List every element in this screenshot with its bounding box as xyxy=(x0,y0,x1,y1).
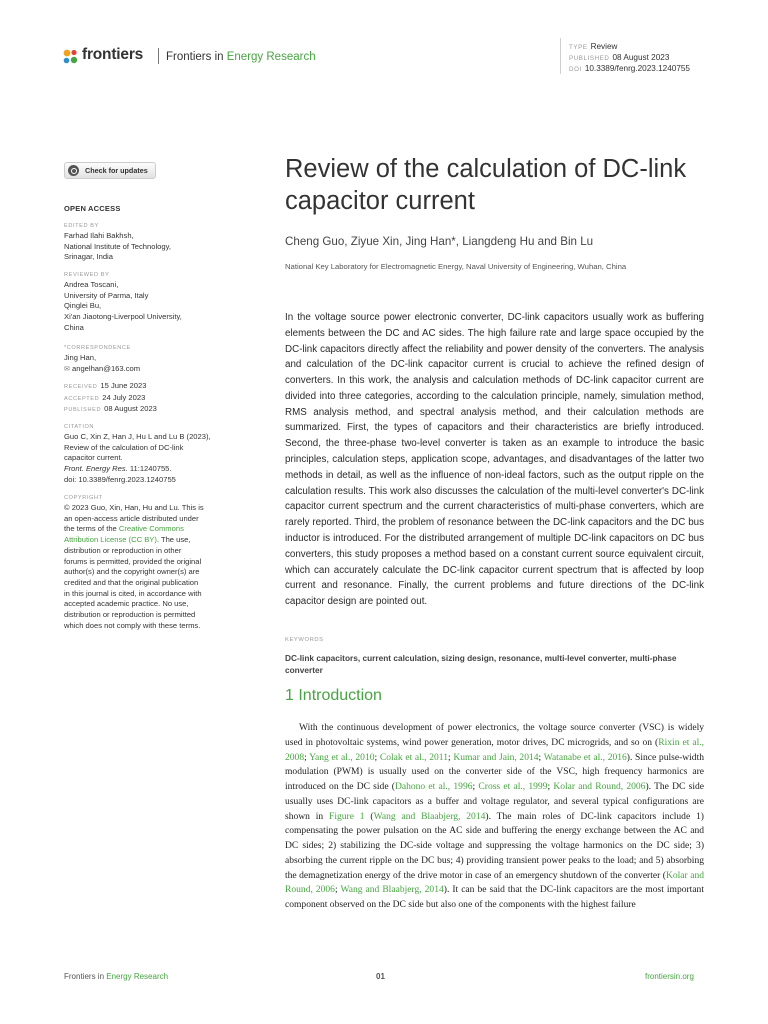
frontiers-brand[interactable]: frontiers xyxy=(82,46,144,63)
meta-divider xyxy=(560,38,561,74)
abstract: In the voltage source power electronic converter, DC-link capacitors usually work as buffering elements between the DC and AC sides. The high failure rate and large space occupied by the DC-link capacitors directly affect the reliability and power density of the converters. The analysis and calculation of the DC-link capacitor current is crucial to achieve the refined design of converters. In this work, the analysis and calculation methods of DC-link capacitor current are divided into three categories, according to the calculation principle, namely, simulation method, RMS analysis method, and spectral analysis method, and their calculation methods are summarized. First, the types of capacitors and their characteristics are briefly introduced. Second, the three-phase two-level converter is taken as an example to introduce the basic principles, calculation steps, application scope, advantages, and disadvantages of the latter two methods in detail, as well as the influence of non-ideal factors, such as the output ripple on the calculation results. This work also discusses the calculation of the multi-level converter's DC-link capacitor current spectrum and the current characteristics of multi-phase converters, which are rarely reported. Third, the problem of resonance between the DC-link capacitors and the DC bus inductor is introduced. For the distributed arrangement of multiple DC-link capacitors on DC bus converters, this study proposes a method based on a constant current source equivalent circuit, which can accurately calculate the DC-link capacitor current spectrum that is affected by loop current and resonance. Finally, the current problems and future directions of the DC-link capacitor design are pointed out. xyxy=(285,312,704,608)
citation-link[interactable]: Colak et al., 2011 xyxy=(379,751,448,763)
citation-link[interactable]: Wang and Blaabjerg, 2014 xyxy=(340,884,444,896)
open-access-label: OPEN ACCESS xyxy=(64,204,121,213)
journal-name[interactable]: Frontiers in Energy Research xyxy=(166,51,316,63)
edited-by-block: EDITED BY Farhad Ilahi Bakhsh, National Institute of Technology, Srinagar, India xyxy=(64,223,171,262)
frontiers-logo-icon xyxy=(62,48,80,66)
citation-link[interactable]: Dahono et al., 1996 xyxy=(394,781,473,793)
keywords: DC-link capacitors, current calculation, sizing design, resonance, multi-level converter, multi-phase converter xyxy=(285,653,677,675)
published-date: PUBLISHED 08 August 2023 xyxy=(569,53,670,62)
keywords-label: KEYWORDS xyxy=(285,637,324,643)
footer-journal: Frontiers in Energy Research xyxy=(64,972,169,981)
citation-link[interactable]: Watanabe et al., 2016 xyxy=(543,751,627,763)
affiliation: National Key Laboratory for Electromagnetic Energy, Naval University of Engineering, Wuhan, China xyxy=(285,262,627,271)
citation-link[interactable]: Yang et al., 2010 xyxy=(309,751,375,763)
article-doi[interactable]: DOI 10.3389/fenrg.2023.1240755 xyxy=(569,64,690,73)
section-heading-introduction: 1 Introduction xyxy=(285,687,382,704)
citation-doi[interactable]: doi: 10.3389/fenrg.2023.1240755 xyxy=(64,474,176,484)
figure-link[interactable]: Figure 1 xyxy=(329,810,365,822)
correspondence-block: *CORRESPONDENCE Jing Han, ✉ angelhan@163.com xyxy=(64,344,242,375)
cc-by-license-link[interactable]: Creative Commons Attribution License (CC BY) xyxy=(64,524,184,545)
dates-block: RECEIVED 15 June 2023 ACCEPTED 24 July 2023 PUBLISHED 08 August 2023 xyxy=(64,381,157,414)
introduction-paragraph: With the continuous development of power electronics, the voltage source converter (VSC) is widely used in photovoltaic systems, wind power generation, motor drives, DC microgrids, and so on (Rixin et al., 2008; Yang et al., 2010; Colak et al., 2011; Kumar and Jain, 2014; Watanabe et al., 2016). Since pulse-width modulation (PWM) is usually used on the converter side of the VSC, high frequency harmonics are introduced on the DC side (Dahono et al., 1996; Cross et al., 1999; Kolar and Round, 2006). The DC side usually uses DC-link capacitors as a buffer and voltage regulator, and several typical configurations are shown in Figure 1 (Wang and Blaabjerg, 2014). The main roles of DC-link capacitors include 1) compensating the power pulsation on the AC side and buffering the energy exchange between the AC and DC sides; 2) stabilizing the DC-side voltage and suppressing the voltage harmonics on the DC side; 3) absorbing the current ripple on the DC bus; 4) providing transient power peaks to the load; and 5) absorbing the demagnetization energy of the drive motor in case of an emergency shutdown of the converter (Kolar and Round, 2006; Wang and Blaabjerg, 2014). It can be said that the DC-link capacitors are the most important component observed on the DC side but also one of the components with the highest failure xyxy=(285,722,705,911)
article-title: Review of the calculation of DC-link capacitor current xyxy=(285,155,687,215)
author-list[interactable]: Cheng Guo, Ziyue Xin, Jing Han*, Liangdeng Hu and Bin Lu xyxy=(285,235,594,248)
footer-site-link[interactable]: frontiersin.org xyxy=(645,972,694,981)
header-divider xyxy=(158,48,159,64)
citation-link[interactable]: Wang and Blaabjerg, 2014 xyxy=(373,810,486,822)
citation-link[interactable]: Kumar and Jain, 2014 xyxy=(453,751,539,763)
reviewed-by-block: REVIEWED BY Andrea Toscani, University of Parma, Italy Qinglei Bu, Xi'an Jiaotong-Liverpool University, China xyxy=(64,272,182,332)
envelope-icon: ✉ xyxy=(64,365,70,373)
citation-link[interactable]: Kolar and Round, 2006 xyxy=(553,781,646,793)
article-type: TYPE Review xyxy=(569,42,618,51)
citation-block: CITATION Guo C, Xin Z, Han J, Hu L and Lu B (2023), Review of the calculation of DC-link capacitor current. Front. Energy Res. 11:1240755. doi: 10.3389/fenrg.2023.1240755 xyxy=(64,423,242,486)
copyright-block: COPYRIGHT © 2023 Guo, Xin, Han, Hu and Lu. This is an open-access article distributed under the terms of the Creative Commons Attribution License (CC BY). The use, distribution or reproduction in other forums is permitted, provided the original author(s) and the copyright owner(s) are credited and that the original publication in this journal is cited, in accordance with accepted academic practice. No use, distribution or reproduction is permitted which does not comply with these terms. xyxy=(64,495,204,630)
citation-link[interactable]: Cross et al., 1999 xyxy=(478,781,548,793)
correspondence-email[interactable]: ✉ angelhan@163.com xyxy=(64,363,141,373)
check-for-updates-button[interactable]: Check for updates xyxy=(64,162,156,179)
citation-link[interactable]: Rixin et al., 2008 xyxy=(285,736,704,763)
citation-link[interactable]: Kolar and Round, 2006 xyxy=(285,869,704,896)
update-check-icon xyxy=(68,165,79,176)
page-number: 01 xyxy=(376,972,385,981)
